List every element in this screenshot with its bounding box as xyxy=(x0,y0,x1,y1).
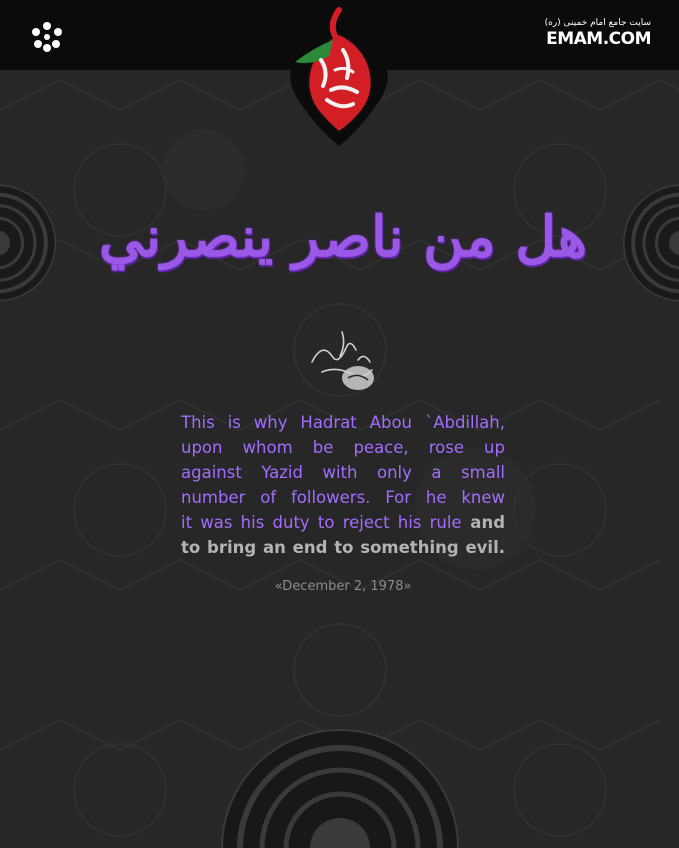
site-name-persian: سایت جامع امام خمینی (ره) xyxy=(544,18,651,28)
bottom-rosette-ornament xyxy=(220,728,460,848)
quote-text xyxy=(181,410,505,560)
quote-line-purple: upon whom be peace, rose up xyxy=(181,438,505,457)
quote-line-purple: number of followers. For he knew xyxy=(181,488,505,507)
quote-line-purple: against Yazid with only a small xyxy=(181,463,505,482)
quote-line-purple: it was his duty to reject his rule xyxy=(181,513,462,532)
quote-line xyxy=(181,435,505,460)
right-rosette-ornament xyxy=(605,164,679,322)
calligraphy-emblem-icon xyxy=(273,0,405,150)
quote-line xyxy=(181,410,505,435)
quote-line-grey: and xyxy=(461,513,505,532)
left-rosette-ornament xyxy=(0,164,74,322)
site-domain: EMAM.COM xyxy=(546,29,651,49)
quote-line-purple: This is why Hadrat Abou `Abdillah, xyxy=(181,413,505,432)
site-logo[interactable] xyxy=(545,18,651,49)
quote-date: «December 2, 1978» xyxy=(274,579,412,594)
flower-logo-icon xyxy=(28,20,66,52)
quote-line xyxy=(181,485,505,510)
quote-line xyxy=(181,510,505,535)
arabic-calligraphy-title: هل من ناصر ينصرني xyxy=(98,204,588,270)
quote-line xyxy=(181,535,505,560)
quote-line xyxy=(181,460,505,485)
quote-line-grey: to bring an end to something evil. xyxy=(181,538,505,557)
signature-icon xyxy=(302,322,382,394)
